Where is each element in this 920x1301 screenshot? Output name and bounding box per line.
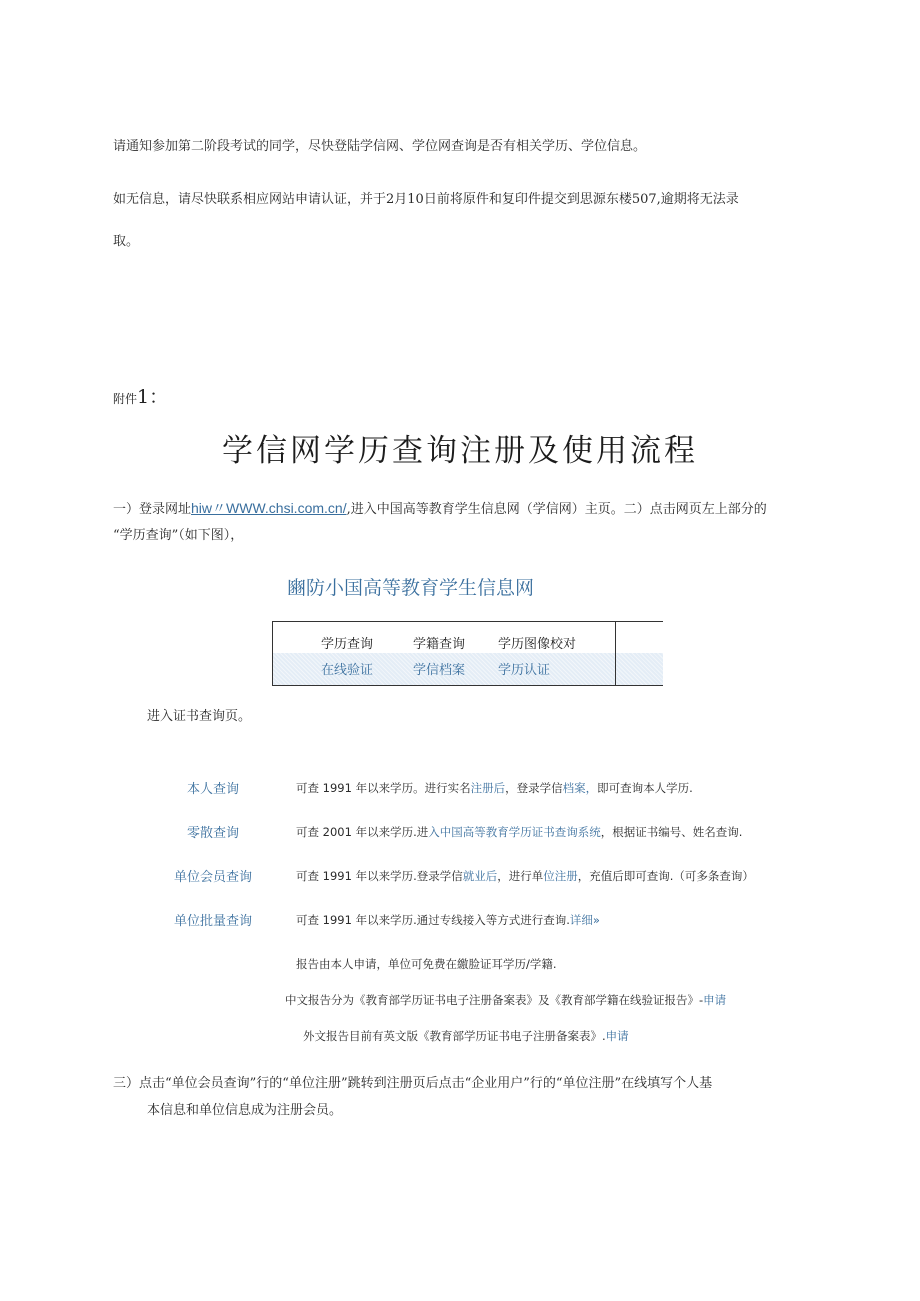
site-name-logo: 豳防小国高等教育学生信息网 [287,577,535,599]
query-text: 可查 1991 年以来学历.通过专线接入等方式进行查询. [296,913,570,927]
query-text: ，充值后即可查询.（可多条查询） [577,869,754,883]
report-en-apply-link[interactable]: 申请 [605,1029,629,1043]
step3-line-2: 本信息和单位信息成为注册会员。 [147,1103,343,1118]
query-link[interactable]: 注册后 [470,781,506,795]
step3-line-1: 三）点击“单位会员查询”行的“单位注册”跳转到注册页后点击“企业用户”行的“单位注册”在线填写个人基 [113,1076,713,1091]
site-nav-box [272,621,663,686]
query-text: 即可查询本人学历. [597,781,693,795]
attachment-number: 1： [137,386,169,408]
query-link[interactable]: 档案， [562,781,598,795]
report-line-3 [303,1028,629,1044]
attachment-prefix: 附件 [113,392,138,406]
report-line-2 [285,992,726,1008]
notice-line-3: 取。 [113,234,140,249]
query-text: 可查 2001 年以来学历.进 [296,825,429,839]
chsi-url-link[interactable]: hiw〃WWW.chsi.com.cn/ [191,500,347,516]
report-cn-text: 中文报告分为《教育部学历证书电子注册备案表》及《教育部学籍在线验证报告》- [285,993,704,1007]
query-label[interactable]: 零散查询 [186,826,239,841]
query-text: ，登录学信 [505,781,563,795]
notice-line-1: 请通知参加第二阶段考试的同学，尽快登陆学信网、学位网查询是否有相关学历、学位信息。 [113,139,647,154]
notice-line-2: 如无信息，请尽快联系相应网站申请认证，并于2月10日前将原件和复印件提交到思源东楼507,逾期将无法录 [113,192,739,207]
step1-intro: 一）登录网址 [113,502,192,517]
report-line-1: 报告由本人申请，单位可免费在繳脸证耳学历/学籍. [296,957,557,971]
query-text: 可查 1991 年以来学历。进行实名 [296,781,471,795]
enter-cert-page: 进入证书查询页。 [147,709,252,724]
query-label[interactable]: 单位批量查询 [173,914,252,929]
query-link[interactable]: 就业后 [462,869,498,883]
query-link[interactable]: 位注册 [543,869,578,883]
nav-enrollment-query[interactable]: 学籍查询 [413,637,466,652]
attachment-label [113,382,168,409]
step1-line-2: “学历查询”（如下图）， [113,528,244,543]
report-cn-apply-link[interactable]: 申请 [703,993,727,1007]
query-text: ，进行单 [497,869,544,883]
query-label[interactable]: 单位会员查询 [173,870,252,885]
query-description [296,912,600,928]
query-label[interactable]: 本人查询 [186,782,239,797]
query-description [296,780,693,796]
query-link[interactable]: 详细» [569,913,600,927]
step1-line-1 [113,498,767,518]
page-title: 学信网学历查询注册及使用流程 [222,433,698,469]
nav-degree-certify[interactable]: 学历认证 [498,663,551,678]
report-en-text: 外文报告目前有英文版《教育部学历证书电子注册备案表》. [303,1029,606,1043]
nav-online-verify[interactable]: 在线验证 [321,663,374,678]
query-description [296,868,754,884]
nav-xuexin-archive[interactable]: 学信档案 [413,663,466,678]
query-link[interactable]: 入中国高等教育学历证书查询系统 [428,825,601,839]
query-text: ，根据证书编号、姓名查询. [600,825,743,839]
nav-image-verify[interactable]: 学历图像校对 [498,637,577,652]
query-description [296,824,742,840]
step1-rest: ,进入中国高等教育学生信息网（学信网）主页。二）点击网页左上部分的 [346,502,767,517]
nav-degree-query[interactable]: 学历查询 [321,637,374,652]
nav-divider [615,622,616,685]
query-text: 可查 1991 年以来学历.登录学信 [296,869,463,883]
